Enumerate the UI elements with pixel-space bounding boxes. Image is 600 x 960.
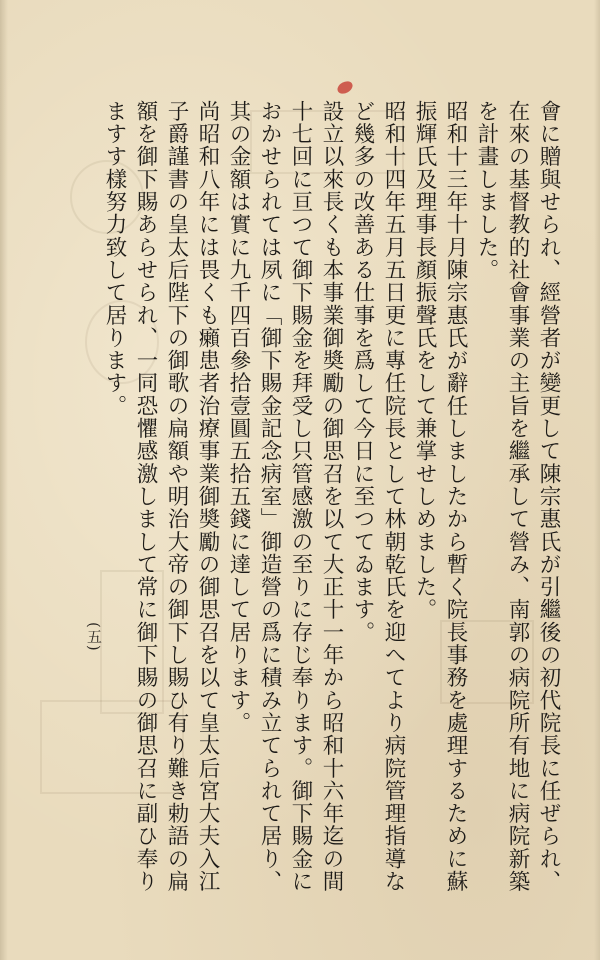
red-ink-mark <box>335 79 354 96</box>
paragraph: 昭和十三年十月陳宗惠氏が辭任しましたから暫く院長事務を處理するために蘇振輝氏及理事長顏振聲氏をして兼掌せしめました。 <box>412 100 468 893</box>
paragraph: 會に贈與せられ、經營者が變更して陳宗惠氏が引繼後の初代院長に任ぜられ、在來の基督教的社會事業の主旨を繼承して營み、南郭の病院所有地に病院新築を計畫しました。 <box>474 100 561 893</box>
page-edge-shadow-right <box>594 0 600 960</box>
page-number: (五) <box>85 622 103 652</box>
paragraph: 尚昭和八年には畏くも癩患者治療事業御奬勵の御思召を以て皇太后宮大夫入江子爵謹書の皇太后陛下の御歌の扁額や明治大帝の御下し賜ひ有り難き勅語の扁額を御下賜あらせられ、一同恐懼感激しまして常に御下賜の御思召に副ひ奉りますす樣努力致して居ります。 <box>102 100 220 893</box>
body-text <box>102 100 564 900</box>
page-edge-shadow-left <box>0 0 8 960</box>
paragraph: 設立以來長くも本事業御奬勵の御思召を以て大正十一年から昭和十六年迄の間十七回に亘つて御下賜金を拜受し只管感激の至りに存じ奉ります。御下賜金におかせられては夙に「御下賜金記念病室」御造營の爲に積み立てられて居り、其の金額は實に九千四百參拾壹圓五拾五錢に達して居ります。 <box>226 100 344 893</box>
paragraph: 昭和十四年五月五日更に專任院長として林朝乾氏を迎へてより病院管理指導など幾多の改善ある仕事を爲して今日に至つてゐます。 <box>350 100 406 893</box>
